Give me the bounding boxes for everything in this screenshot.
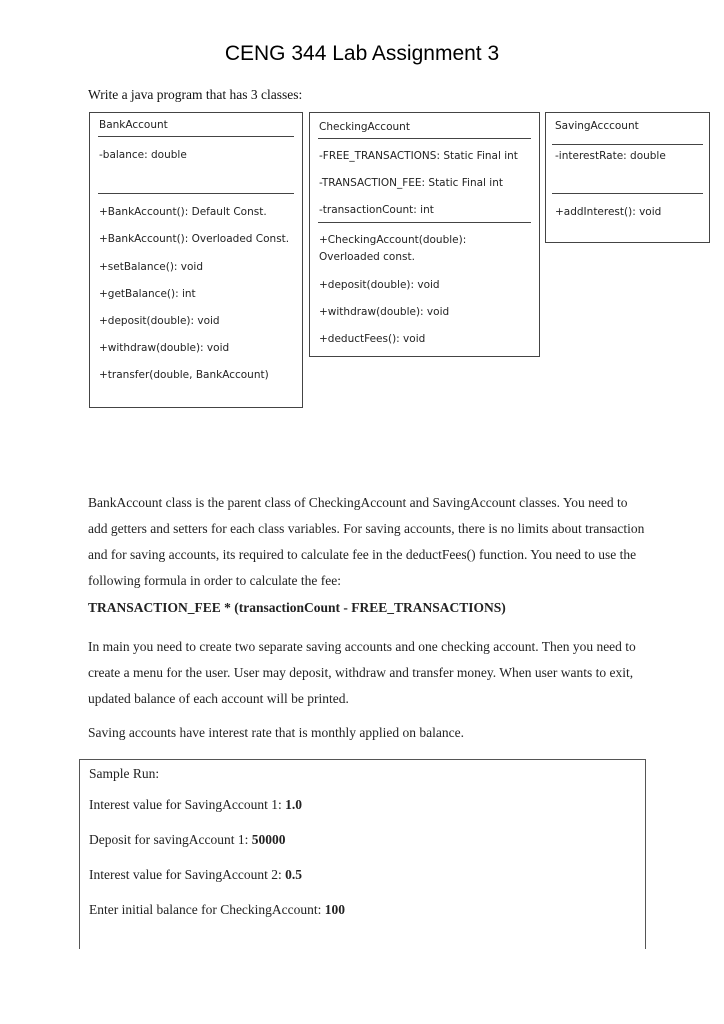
sample-run-label: Deposit for savingAccount 1: (89, 832, 252, 847)
uml-method: +getBalance(): int (99, 288, 196, 300)
sample-run-value: 0.5 (285, 867, 302, 882)
uml-method: +withdraw(double): void (99, 342, 230, 354)
sample-run-line (89, 902, 345, 918)
interest-paragraph: Saving accounts have interest rate that is monthly applied on balance. (88, 725, 465, 740)
uml-method: +BankAccount(): Overloaded Const. (99, 233, 290, 245)
sample-run-label: Interest value for SavingAccount 2: (89, 867, 286, 882)
uml-method: +deductFees(): void (319, 333, 426, 345)
sample-run-line (89, 797, 302, 813)
uml-attribute: -interestRate: double (555, 150, 666, 162)
sample-run-value: 100 (324, 902, 346, 917)
uml-divider (552, 193, 703, 194)
sample-run-label: Interest value for SavingAccount 1: (89, 797, 286, 812)
uml-class-name: SavingAcccount (555, 120, 639, 132)
main-instructions-paragraph: In main you need to create two separate saving accounts and one checking account. Then you need to create a menu for the user. User may deposit, withdraw and transfer money. When user wants to exit, updated balance of each account will be printed. (88, 639, 636, 706)
sample-run-line (89, 832, 285, 848)
uml-divider (552, 144, 703, 145)
sample-run-box (79, 759, 646, 949)
uml-class-name: CheckingAccount (319, 121, 410, 133)
uml-class-name: BankAccount (99, 119, 168, 131)
uml-method: +deposit(double): void (99, 315, 220, 327)
uml-method: +BankAccount(): Default Const. (99, 206, 267, 218)
uml-method: +addInterest(): void (555, 206, 662, 218)
uml-checking-account (309, 112, 540, 357)
description-paragraph: BankAccount class is the parent class of CheckingAccount and SavingAccount classes. You need to add getters and setters for each class variables. For saving accounts, there is no limits about transaction and for saving accounts, its required to calculate fee in the deductFees() function. You need to use the following formula in order to calculate the fee: (88, 495, 645, 588)
uml-method: +CheckingAccount(double): Overloaded const. (319, 234, 467, 263)
uml-attribute: -TRANSACTION_FEE: Static Final int (319, 177, 503, 189)
intro-text: Write a java program that has 3 classes: (88, 87, 303, 102)
uml-method: +setBalance(): void (99, 261, 204, 273)
uml-method: +withdraw(double): void (319, 306, 450, 318)
uml-divider (318, 222, 531, 223)
uml-attribute: -FREE_TRANSACTIONS: Static Final int (319, 150, 518, 162)
page-title: CENG 344 Lab Assignment 3 (224, 42, 500, 65)
uml-method: +deposit(double): void (319, 279, 440, 291)
sample-run-line (89, 867, 302, 883)
uml-saving-account (545, 112, 710, 243)
uml-method: +transfer(double, BankAccount) (99, 369, 269, 381)
uml-attribute: -balance: double (99, 149, 187, 161)
uml-divider (98, 193, 294, 194)
sample-run-value: 50000 (251, 832, 286, 847)
uml-divider (98, 136, 294, 137)
sample-run-heading: Sample Run: (89, 766, 160, 781)
uml-divider (318, 138, 531, 139)
fee-formula: TRANSACTION_FEE * (transactionCount - FREE_TRANSACTIONS) (88, 600, 506, 615)
uml-attribute: -transactionCount: int (319, 204, 434, 216)
sample-run-value: 1.0 (285, 797, 302, 812)
sample-run-label: Enter initial balance for CheckingAccount: (89, 902, 325, 917)
uml-bank-account (89, 112, 303, 408)
